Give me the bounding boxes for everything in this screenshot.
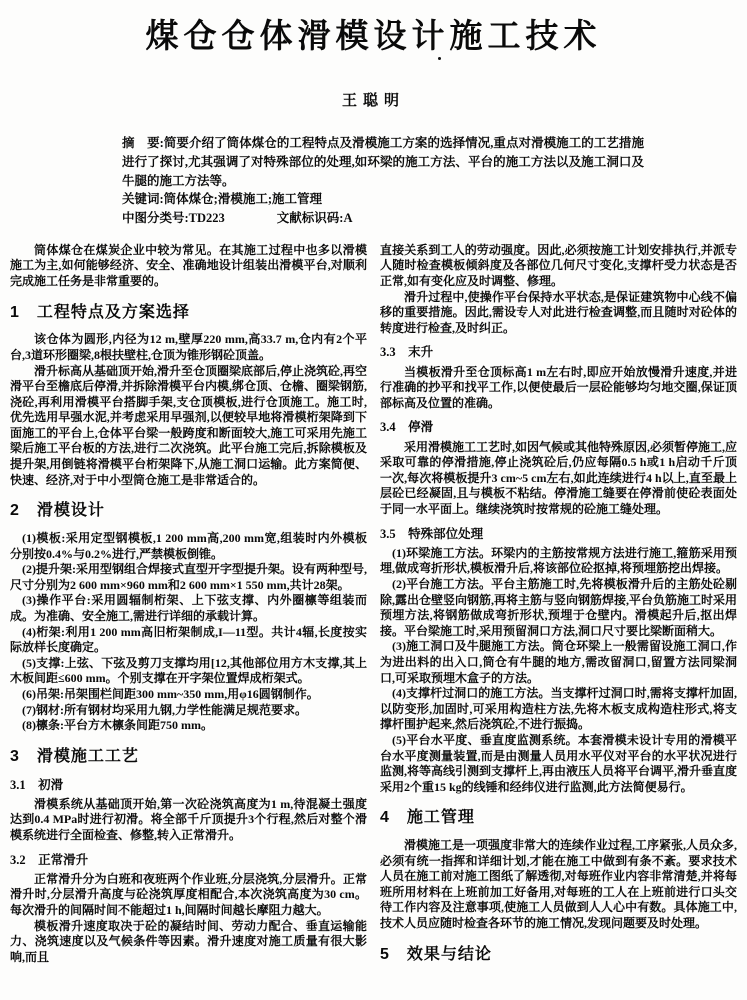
paragraph: (5)支撑:上弦、下弦及剪刀支撑均用[12,其他部位用方木支撑,其上木板间距≤600 mm。个别支撑在开字架位置焊成桁架式。 xyxy=(10,655,367,686)
paragraph: (1)模板:采用定型钢模板,1 200 mm高,200 mm宽,组装时内外模板分别按0.4%与0.2%进行,严禁模板倒锥。 xyxy=(10,531,367,561)
keywords-text: 筒体煤仓;滑模施工;施工管理 xyxy=(163,192,322,207)
section-heading: 5 效果与结论 xyxy=(380,945,492,963)
doc-code-label: 文献标识码: xyxy=(276,211,344,225)
paragraph: (4)桁架:利用1 200 mm高旧桁架制成,I—11型。共计4辐,长度按实际放样长度确定。 xyxy=(10,624,367,655)
abstract-paragraph xyxy=(122,134,644,190)
paragraph: (5)平台水平度、垂直度监测系统。本套滑模未设计专用的滑模平台水平度测量装置,而是由测量人员用水平仪对平台的水平状况进行监测,将等高线引测到支撑杆上,再由液压人员将平台调平,滑升垂直度采用2个重15 kg的线锤和经纬仪进行监测,此方法简便易行。 xyxy=(380,732,738,794)
clc-value: TD223 xyxy=(188,211,225,225)
section-heading: 3 滑模施工工艺 xyxy=(10,747,139,765)
paragraph: (6)吊架:吊架围栏间距300 mm~350 mm,用φ16圆钢制作。 xyxy=(22,687,319,701)
column-left xyxy=(10,243,367,975)
abstract-text: 简要介绍了筒体煤仓的工程特点及滑模施工方案的选择情况,重点对滑模施工的工艺措施进行了探讨,尤其强调了对特殊部位的处理,如环梁的施工方法、平台的施工方法以及施工洞口及牛腿的施工方法等。 xyxy=(122,136,644,188)
scan-artifact-dot xyxy=(438,57,441,60)
paragraph: 滑模系统从基础顶开始,第一次砼浇筑高度为1 m,待混凝土强度达到0.4 MPa时进行初滑。将全部千斤顶提升3个行程,然后对整个滑模系统进行全面检查、修整,转入正常滑升。 xyxy=(10,796,367,843)
section-heading: 2 滑模设计 xyxy=(10,502,105,520)
paragraph: (3)施工洞口及牛腿施工方法。筒仓环梁上一般需留设施工洞口,作为进出料的出入口,筒仓有牛腿的地方,需改留洞口,留置方法同梁洞口,可采取预埋木盒子的方法。 xyxy=(380,639,737,685)
clc-label: 中图分类号: xyxy=(122,211,189,225)
subsection-heading: 3.2 正常滑升 xyxy=(10,852,89,867)
paragraph: (2)提升架:采用型钢组合焊接式直型开字型提升架。设有两种型号,尺寸分别为2 600 mm×960 mm和2 600 mm×1 550 mm,共计28架。 xyxy=(10,562,367,592)
paragraph: 正常滑升分为白班和夜班两个作业班,分层浇筑,分层滑升。正常滑升时,分层滑升高度与砼浇筑厚度相配合,本次浇筑高度为30 cm。每次滑升的间隔时间不能超过1 h,间隔时间越长摩阻力越大。 xyxy=(10,871,367,918)
paper-title: 煤仓仓体滑模设计施工技术 xyxy=(145,17,602,54)
column-right xyxy=(380,243,737,975)
paragraph: (4)支撑杆过洞口的施工方法。当支撑杆过洞口时,需将支撑杆加固,以防变形,加固时,可采用构造柱方法,先将木板支成构造柱形式,将支撑杆围护起来,然后浇筑砼,不进行振捣。 xyxy=(380,686,737,732)
paragraph: 采用滑模施工工艺时,如因气候或其他特殊原因,必须暂停施工,应采取可靠的停滑措施,停止浇筑砼后,仍应每隔0.5 h或1 h启动千斤顶一次,每次将模板提升3 cm~5 cm左右,如此连续进行4 h以上,直至最上层砼已经凝固,且与模板不粘结。停滑施工缝要在停滑前使砼表面处于同一水平面上。继续浇筑时按常规的砼施工缝处理。 xyxy=(380,439,738,516)
paragraph: (2)平台施工方法。平台主筋施工时,先将模板滑升后的主筋处砼剔除,露出仓壁竖向钢筋,再将主筋与竖向钢筋焊接,平台负筋施工时采用预埋方法,将钢筋做成弯折形状,预埋于仓壁内。滑模起升后,抠出焊接。平台梁施工时,采用预留洞口方法,洞口尺寸要比梁断面稍大。 xyxy=(380,577,738,638)
keywords-line xyxy=(122,190,644,209)
paragraph: 该仓体为圆形,内径为12 m,壁厚220 mm,高33.7 m,仓内有2个平台,3道环形圈梁,8根扶壁柱,仓顶为锥形钢砼顶盖。 xyxy=(10,332,367,362)
subsection-heading: 3.5 特殊部位处理 xyxy=(380,526,484,541)
paragraph: 筒体煤仓在煤炭企业中较为常见。在其施工过程中也多以滑模施工为主,如何能够经济、安全、准确地设计组装出滑模平台,对顺利完成施工任务是非常重要的。 xyxy=(10,242,367,288)
paragraph: 滑升标高从基础顶开始,滑升至仓顶圈梁底部后,停止浇筑砼,再空滑平台至檐底后停滑,并拆除滑模平台内模,绑仓顶、仓檐、圈梁钢筋,浇砼,再利用滑模平台搭脚手架,支仓顶模板,进行仓顶施工。施工时,优先选用早强水泥,并考虑采用早强剂,以便较早地将滑模桁架降到下面施工的平台上,仓体平台梁一般跨度和断面较大,施工可采用先施工梁后施工平台板的方法,进行二次浇筑。此平台施工完后,拆除模板及提升架,用倒链将滑模平台桁架降下,从施工洞口运输。此方案简便、快速、经济,对于中小型筒仓施工是非常适合的。 xyxy=(10,363,368,487)
subsection-heading: 3.4 停滑 xyxy=(380,420,434,435)
paragraph: (8)檩条:平台方木檩条间距750 mm。 xyxy=(22,718,213,733)
paragraph: (3)操作平台:采用圆辐制桁架、上下弦支撑、内外圈檩等组装而成。为准确、安全施工,需进行详细的承载计算。 xyxy=(10,593,367,624)
paragraph: 滑模施工是一项强度非常大的连续作业过程,工序紧张,人员众多,必须有统一指挥和详细计划,才能在施工中做到有条不紊。要求技术人员在施工前对施工图纸了解透彻,对每班作业内容非常清楚,并将每班所用材料在上班前加工好备用,对每班的工人在上班前进行口头交待工作内容及注意事项,使施工人员做到人人心中有数。具体施工中,技术人员应随时检查各环节的施工情况,发现问题要及时处理。 xyxy=(380,838,738,931)
paragraph: (1)环梁施工方法。环梁内的主筋按常规方法进行施工,箍筋采用预埋,做成弯折形状,模板滑升后,将该部位砼抠掉,将预埋筋挖出焊接。 xyxy=(380,545,737,576)
paragraph: (7)钢材:所有钢材均采用九钢,力学性能满足规范要求。 xyxy=(22,702,307,717)
subsection-heading: 3.3 末升 xyxy=(380,345,434,360)
paragraph: 当模板滑升至仓顶标高1 m左右时,即应开始放慢滑升速度,并进行准确的抄平和找平工作,以便使最后一层砼能够均匀地交圈,保证顶部标高及位置的准确。 xyxy=(380,364,737,410)
doc-code-value: A xyxy=(343,211,353,225)
abstract-block xyxy=(122,134,644,228)
abstract-label: 摘 要: xyxy=(122,136,164,150)
paragraph: 模板滑升速度取决于砼的凝结时间、劳动力配合、垂直运输能力、浇筑速度以及气候条件等因素。滑升速度对施工质量有很大影响,而且 xyxy=(10,918,367,964)
subsection-heading: 3.1 初滑 xyxy=(10,777,64,792)
section-heading: 1 工程特点及方案选择 xyxy=(10,303,190,321)
keywords-label: 关键词: xyxy=(122,192,164,207)
author-name: 王聪明 xyxy=(341,93,405,109)
section-heading: 4 施工管理 xyxy=(380,809,475,827)
paragraph: 滑升过程中,使操作平台保持水平状态,是保证建筑物中心线不偏移的重要措施。因此,需设专人对此进行检查调整,而且随时对砼体的转度进行检查,及时纠正。 xyxy=(380,289,737,335)
body-columns xyxy=(0,243,747,975)
classification-line xyxy=(122,209,644,228)
paragraph: 直接关系到工人的劳动强度。因此,必须按施工计划安排执行,并派专人随时检查模板倾斜度及各部位几何尺寸变化,支撑杆受力状态是否正常,如有变化应及时调整、修理。 xyxy=(380,242,737,288)
